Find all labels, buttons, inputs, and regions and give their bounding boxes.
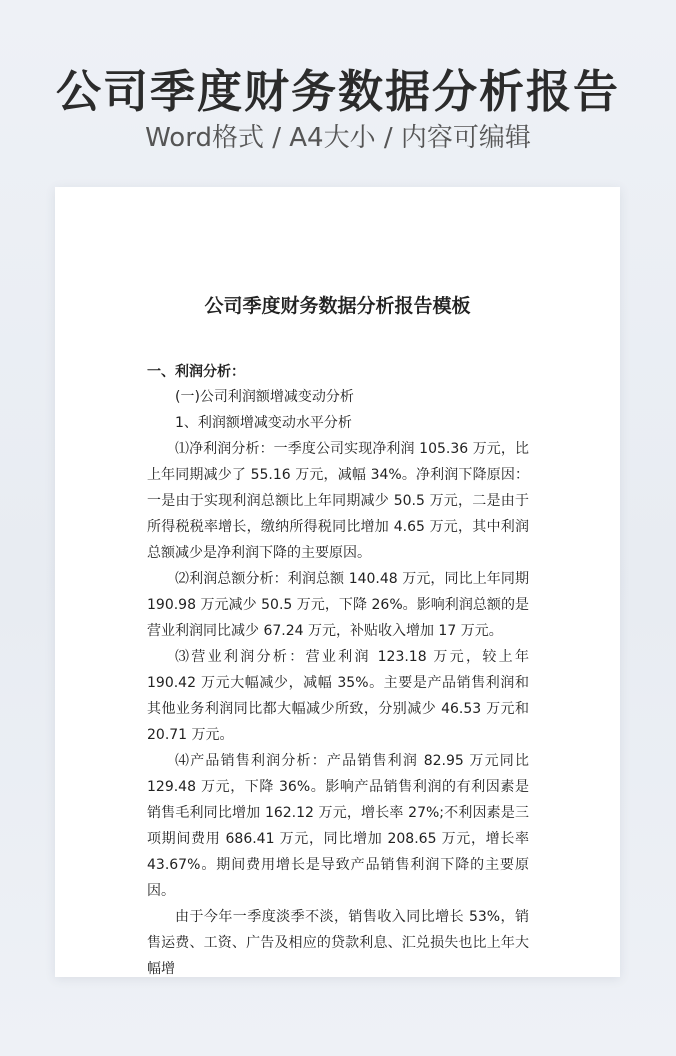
paragraph-sales-profit: ⑷产品销售利润分析：产品销售利润 82.95 万元同比 129.48 万元，下降 36%。影响产品销售利润的有利因素是销售毛利同比增加 162.12 万元，增长率 27%;不利因素是三项期间费用 686.41 万元，同比增加 208.65 万元，增长率 43.67%。期间费用增长是导致产品销售利润下降的主要原因。 (147, 753, 529, 899)
banner-title: 公司季度财务数据分析报告 (55, 65, 620, 118)
section-heading: 一、利润分析： (147, 364, 245, 380)
document-page (55, 187, 620, 977)
paragraph-sales-note: 由于今年一季度淡季不淡，销售收入同比增长 53%，销售运费、工资、广告及相应的贷款利息、汇兑损失也比上年大幅增 (147, 909, 529, 977)
paragraph-net-profit: ⑴净利润分析：一季度公司实现净利润 105.36 万元，比上年同期减少了 55.16 万元，减幅 34%。净利润下降原因：一是由于实现利润总额比上年同期减少 50.5 万元，二是由于所得税税率增长，缴纳所得税同比增加 4.65 万元，其中利润总额减少是净利润下降的主要原因。 (147, 441, 529, 561)
paragraph-operating-profit: ⑶营业利润分析：营业利润 123.18 万元，较上年 190.42 万元大幅减少，减幅 35%。主要是产品销售利润和其他业务利润同比都大幅减少所致，分别减少 46.53 万元和 20.71 万元。 (147, 649, 529, 743)
banner-subtitle: Word格式 / A4大小 / 内容可编辑 (145, 123, 531, 153)
subheading-profit-change: (一)公司利润额增减变动分析 (175, 389, 354, 405)
document-title: 公司季度财务数据分析报告模板 (204, 295, 471, 317)
document-body (147, 360, 529, 982)
subheading-profit-level: 1、利润额增减变动水平分析 (175, 415, 352, 431)
paragraph-total-profit: ⑵利润总额分析：利润总额 140.48 万元，同比上年同期 190.98 万元减少 50.5 万元，下降 26%。影响利润总额的是营业利润同比减少 67.24 万元，补贴收入增加 17 万元。 (147, 571, 529, 639)
